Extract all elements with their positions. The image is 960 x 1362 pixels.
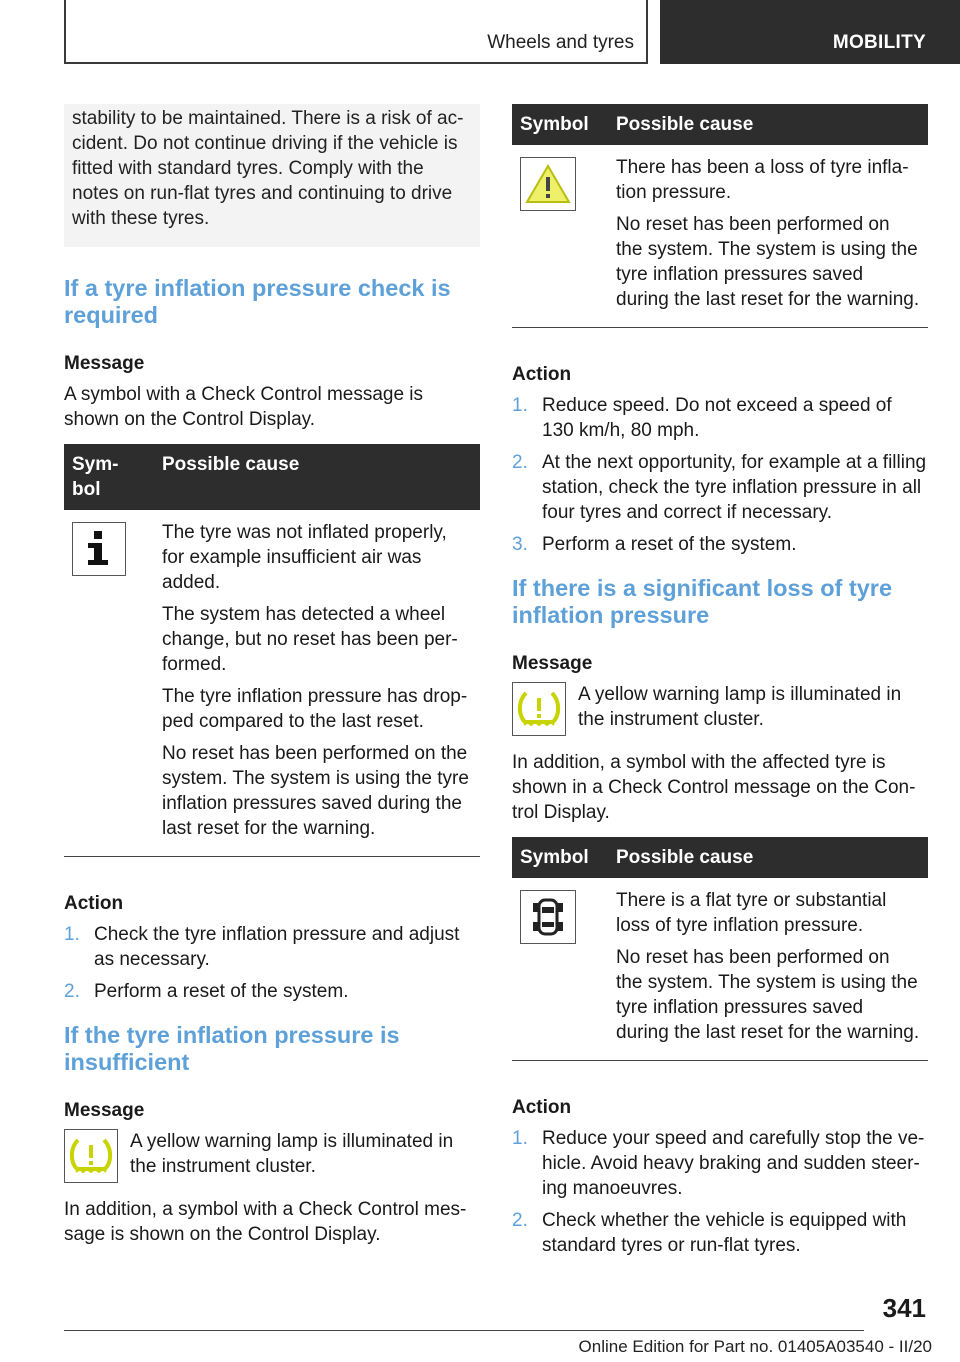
step-text: Check whether the vehicle is equipped with standard tyres or run-flat tyres. — [542, 1210, 907, 1256]
table-row — [512, 878, 928, 1061]
right-column — [512, 104, 928, 1276]
table-header-cause: Possible cause — [608, 837, 928, 878]
message-heading: Message — [64, 353, 145, 374]
cause-text: The tyre inflation pressure has drop‐ped compared to the last reset. — [162, 686, 468, 732]
table-row — [512, 145, 928, 328]
warning-lamp-row — [512, 682, 928, 736]
cause-text: The system has detected a wheel change, but no reset has been per‐formed. — [162, 604, 458, 675]
step-number: 2. — [512, 1210, 528, 1231]
page-number: 341 — [882, 1293, 926, 1323]
footer-divider — [64, 1330, 864, 1331]
list-item — [64, 922, 480, 972]
table-header-cause: Possible cause — [154, 444, 480, 510]
message-text: In addition, a symbol with a Check Control mes‐sage is shown on the Control Display. — [64, 1199, 467, 1245]
action-steps — [512, 1126, 928, 1258]
action-steps — [64, 922, 480, 1004]
table-header-symbol: Symbol — [512, 837, 608, 878]
message-heading: Message — [64, 1100, 145, 1121]
tyre-pressure-warning-icon — [512, 682, 566, 736]
tyre-pressure-warning-icon — [64, 1129, 118, 1183]
header-chapter-box — [660, 0, 960, 64]
note-text: stability to be maintained. There is a risk of ac‐cident. Do not continue driving if the vehicle is fitted with standard tyres. Comply with the notes on run-flat tyres and continuing to drive with these tyres. — [72, 108, 464, 229]
step-text: Reduce your speed and carefully stop the ve‐hicle. Avoid heavy braking and sudden steer‐ing manoeuvres. — [542, 1128, 925, 1199]
cause-text: There has been a loss of tyre infla‐tion pressure. — [616, 157, 909, 203]
cause-text: No reset has been performed on the system. The system is using the tyre inflation pressures saved during the last reset for the warning. — [616, 214, 920, 310]
left-column — [64, 104, 480, 1259]
header-section-title: Wheels and tyres — [487, 32, 634, 53]
message-text: In addition, a symbol with the affected tyre is shown in a Check Control message on the Con‐trol Display. — [512, 752, 916, 823]
step-text: Perform a reset of the system. — [542, 534, 797, 555]
list-item — [512, 1126, 928, 1201]
lamp-text: A yellow warning lamp is illuminated in the instrument cluster. — [578, 684, 902, 730]
step-text: Check the tyre inflation pressure and adjust as necessary. — [94, 924, 460, 970]
list-item — [512, 532, 928, 557]
cause-text: No reset has been performed on the system. The system is using the tyre inflation pressures saved during the last reset for the warning. — [162, 743, 469, 839]
section-title-significant-loss: If there is a significant loss of tyre inflation pressure — [512, 575, 893, 628]
info-icon — [72, 522, 126, 576]
section-title-check-required: If a tyre inflation pressure check is required — [64, 275, 451, 328]
table-row — [64, 510, 480, 857]
section-title-insufficient: If the tyre inflation pressure is insufficient — [64, 1022, 400, 1075]
list-item — [512, 450, 928, 525]
lamp-text: A yellow warning lamp is illuminated in the instrument cluster. — [130, 1131, 454, 1177]
table-header-symbol: Symbol — [512, 104, 608, 145]
table-header-cause: Possible cause — [608, 104, 928, 145]
action-heading: Action — [512, 1097, 572, 1118]
header-section-box — [64, 0, 648, 64]
step-text: Reduce speed. Do not exceed a speed of 130 km/h, 80 mph. — [542, 395, 892, 441]
step-number: 3. — [512, 534, 528, 555]
list-item — [512, 393, 928, 443]
symbol-table-warning — [512, 104, 928, 328]
step-number: 2. — [512, 452, 528, 473]
step-number: 1. — [512, 1128, 528, 1149]
action-steps — [512, 393, 928, 557]
cause-text: No reset has been performed on the system. The system is using the tyre inflation pressures saved during the last reset for the warning. — [616, 947, 920, 1043]
step-text: Perform a reset of the system. — [94, 981, 349, 1002]
cause-text: The tyre was not inflated properly, for example insufficient air was added. — [162, 522, 447, 593]
warning-triangle-icon — [520, 157, 576, 211]
warning-lamp-row — [64, 1129, 480, 1183]
edition-text: Online Edition for Part no. 01405A03540 - II/20 — [578, 1337, 932, 1356]
list-item — [64, 979, 480, 1004]
symbol-table-check — [64, 444, 480, 857]
step-number: 2. — [64, 981, 80, 1002]
symbol-table-flat-tyre — [512, 837, 928, 1061]
table-header-symbol: Sym‐bol — [64, 444, 154, 510]
step-number: 1. — [64, 924, 80, 945]
step-text: At the next opportunity, for example at a filling station, check the tyre inflation pressure in all four tyres and correct if necessary. — [542, 452, 927, 523]
cause-text: There is a flat tyre or substantial loss of tyre inflation pressure. — [616, 890, 887, 936]
action-heading: Action — [512, 364, 572, 385]
message-heading: Message — [512, 653, 593, 674]
message-text: A symbol with a Check Control message is shown on the Control Display. — [64, 384, 424, 430]
step-number: 1. — [512, 395, 528, 416]
header-chapter-title: MOBILITY — [832, 32, 926, 53]
list-item — [512, 1208, 928, 1258]
car-flat-tyre-icon — [520, 890, 576, 944]
note-box — [64, 104, 480, 247]
action-heading: Action — [64, 893, 124, 914]
